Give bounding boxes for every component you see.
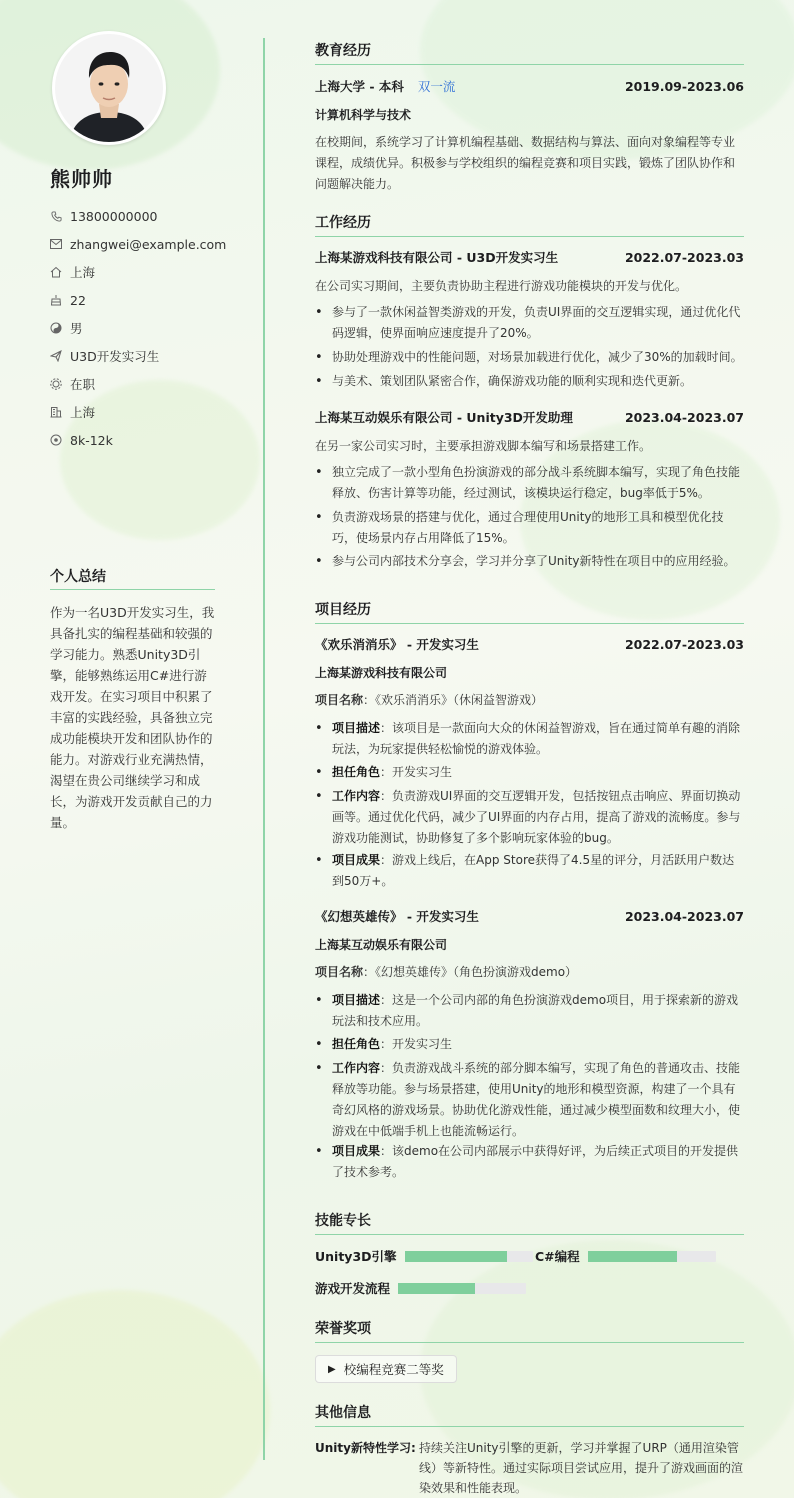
project-period-2: 2023.04-2023.07 <box>624 909 744 924</box>
bullet-value: ：开发实习生 <box>380 765 453 779</box>
awards-title: 荣誉奖项 <box>315 1318 744 1343</box>
project-name-2: 《幻想英雄传》 - 开发实习生 <box>315 909 479 924</box>
bullet-key: 项目成果 <box>332 853 381 867</box>
bullet-value: ：游戏上线后，在App Store获得了4.5星的评分，月活跃用户数达到50万+。 <box>332 853 735 888</box>
job-company-1: 上海某游戏科技有限公司 - U3D开发实习生 <box>315 250 559 265</box>
sidebar <box>0 0 264 1498</box>
job-bullet: • 参与公司内部技术分享会，学习并分享了Unity新特性在项目中的应用经验。 <box>315 551 744 572</box>
info-city <box>50 398 226 426</box>
other-value: 持续关注Unity引擎的更新，学习并掌握了URP（通用渲染管线）等新特性。通过实际项目尝试应用，提升了游戏画面的渲染效果和性能表现。 <box>419 1441 744 1495</box>
project-period-1: 2022.07-2023.03 <box>624 637 744 652</box>
project-bullet <box>315 786 744 849</box>
expand-triangle-icon: ▶ <box>328 1363 336 1375</box>
project-company-1: 上海某游戏科技有限公司 <box>315 666 448 680</box>
bullet-value: ：负责游戏UI界面的交互逻辑开发，包括按钮点击响应、界面切换动画等。通过优化代码，减少了UI界面的内存占用，提高了游戏的流畅度。参与游戏功能测试，协助修复了多个影响玩家体验的bug。 <box>332 789 741 845</box>
skill-name: Unity3D引擎 <box>315 1249 397 1264</box>
info-age <box>50 286 226 314</box>
avatar-portrait <box>55 34 163 142</box>
project-title-line-2 <box>315 962 744 982</box>
info-email-text: zhangwei@example.com <box>70 236 227 252</box>
bullet-value: ：负责游戏战斗系统的部分脚本编写，实现了角色的普通攻击、技能释放等功能。参与场景搭建，使用Unity的地形和模型资源，构建了一个具有奇幻风格的游戏场景。协助优化游戏性能，通过减少模型面数和纹理大小，使游戏在中低端手机上也能流畅运行。 <box>332 1061 741 1138</box>
bullet-key: 项目描述 <box>332 993 381 1007</box>
award-toggle-button[interactable] <box>315 1355 457 1383</box>
info-phone-text: 13800000000 <box>70 208 158 224</box>
project-header-1 <box>315 635 744 655</box>
skill-bar <box>405 1251 533 1262</box>
info-email <box>50 230 226 258</box>
job-bullet: • 协助处理游戏中的性能问题，对场景加载进行优化，减少了30%的加载时间。 <box>315 347 744 368</box>
bullet-key: 工作内容 <box>332 789 381 803</box>
avatar <box>52 31 166 145</box>
send-icon <box>50 350 62 362</box>
status-icon <box>50 378 62 390</box>
project-name-1: 《欢乐消消乐》 - 开发实习生 <box>315 637 479 652</box>
email-icon <box>50 238 62 250</box>
contact-info-list <box>50 202 226 454</box>
info-position-text: U3D开发实习生 <box>70 349 160 364</box>
info-gender-text: 男 <box>70 321 83 336</box>
skill-name: 游戏开发流程 <box>315 1281 391 1296</box>
project-label: 项目名称 <box>315 965 364 979</box>
info-gender <box>50 314 226 342</box>
info-location-text: 上海 <box>70 265 96 280</box>
skill-bar <box>588 1251 716 1262</box>
info-city-text: 上海 <box>70 405 96 420</box>
work-title: 工作经历 <box>315 212 744 237</box>
job-intro-1: 在公司实习期间，主要负责协助主程进行游戏功能模块的开发与优化。 <box>315 279 688 293</box>
skill-item <box>315 1247 533 1265</box>
bullet-key: 项目描述 <box>332 721 381 735</box>
info-salary-text: 8k-12k <box>70 432 113 448</box>
info-location <box>50 258 226 286</box>
info-phone <box>50 202 226 230</box>
education-desc: 在校期间，系统学习了计算机编程基础、数据结构与算法、面向对象编程等专业课程，成绩优异。积极参与学校组织的编程竞赛和项目实践，锻炼了团队协作和问题解决能力。 <box>315 135 736 191</box>
bullet-value: ：开发实习生 <box>380 1037 453 1051</box>
info-status <box>50 370 226 398</box>
education-tag: 双一流 <box>417 79 456 94</box>
age-icon <box>50 294 62 306</box>
info-age-text: 22 <box>70 292 86 308</box>
skill-bar <box>398 1283 526 1294</box>
project-bullet <box>315 990 744 1032</box>
other-key: Unity新特性学习: <box>315 1441 416 1455</box>
award-label: 校编程竞赛二等奖 <box>343 1362 444 1377</box>
gender-icon <box>50 322 62 334</box>
info-position <box>50 342 226 370</box>
bullet-value: ：这是一个公司内部的角色扮演游戏demo项目，用于探索新的游戏玩法和技术应用。 <box>332 993 739 1028</box>
building-icon <box>50 406 62 418</box>
project-company-2: 上海某互动娱乐有限公司 <box>315 938 448 952</box>
info-salary <box>50 426 226 454</box>
skill-item <box>315 1279 526 1297</box>
job-intro-2: 在另一家公司实习时，主要承担游戏脚本编写和场景搭建工作。 <box>315 439 652 453</box>
summary-text: 作为一名U3D开发实习生，我具备扎实的编程基础和较强的学习能力。熟悉Unity3D引擎，能够熟练运用C#进行游戏开发。在实习项目中积累了丰富的实践经验，具备独立完成功能模块开发和团队协作的能力。对游戏行业充满热情，渴望在贵公司继续学习和成长，为游戏开发贡献自己的力量。 <box>50 605 215 830</box>
skill-bar-fill <box>405 1251 507 1262</box>
skill-bar-fill <box>398 1283 475 1294</box>
column-divider <box>263 38 265 1460</box>
job-bullet: • 独立完成了一款小型角色扮演游戏的部分战斗系统脚本编写，实现了角色技能释放、伤害计算等功能，经过测试，该模块运行稳定，bug率低于5%。 <box>315 462 744 504</box>
project-label: 项目名称 <box>315 693 364 707</box>
project-value: ：《幻想英雄传》（角色扮演游戏demo） <box>363 965 578 979</box>
profile-name: 熊帅帅 <box>50 167 113 191</box>
skill-bar-fill <box>588 1251 678 1262</box>
education-period: 2019.09-2023.06 <box>624 79 744 94</box>
job-header-1 <box>315 248 744 268</box>
job-period-2: 2023.04-2023.07 <box>624 410 744 425</box>
project-header-2 <box>315 907 744 927</box>
project-bullet <box>315 718 744 760</box>
other-info-row <box>315 1438 744 1498</box>
job-header-2 <box>315 408 744 428</box>
project-bullet <box>315 1034 744 1055</box>
bullet-key: 担任角色 <box>332 1037 381 1051</box>
salary-icon <box>50 434 62 446</box>
info-status-text: 在职 <box>70 377 96 392</box>
bullet-value: ：该项目是一款面向大众的休闲益智游戏，旨在通过简单有趣的消除玩法，为玩家提供轻松愉悦的游戏体验。 <box>332 721 741 756</box>
bullet-key: 工作内容 <box>332 1061 381 1075</box>
project-title-line-1 <box>315 690 744 710</box>
skills-title: 技能专长 <box>315 1210 744 1235</box>
job-bullet: • 与美术、策划团队紧密合作，确保游戏功能的顺利实现和迭代更新。 <box>315 371 744 392</box>
phone-icon <box>50 210 62 222</box>
bullet-key: 项目成果 <box>332 1144 381 1158</box>
project-bullet <box>315 1141 744 1183</box>
bullet-key: 担任角色 <box>332 765 381 779</box>
bullet-value: ：该demo在公司内部展示中获得好评，为后续正式项目的开发提供了技术参考。 <box>332 1144 739 1179</box>
education-school: 上海大学 - 本科 <box>315 79 404 94</box>
job-bullet: • 负责游戏场景的搭建与优化，通过合理使用Unity的地形工具和模型优化技巧，使场景内存占用降低了15%。 <box>315 507 744 549</box>
projects-title: 项目经历 <box>315 599 744 624</box>
education-title: 教育经历 <box>315 40 744 65</box>
project-bullet <box>315 850 744 892</box>
job-company-2: 上海某互动娱乐有限公司 - Unity3D开发助理 <box>315 410 573 425</box>
other-title: 其他信息 <box>315 1402 744 1427</box>
education-major: 计算机科学与技术 <box>315 108 412 122</box>
job-period-1: 2022.07-2023.03 <box>624 250 744 265</box>
education-header <box>315 77 744 97</box>
skill-name: C#编程 <box>535 1249 580 1264</box>
skill-item <box>535 1247 716 1265</box>
job-bullet: • 参与了一款休闲益智类游戏的开发，负责UI界面的交互逻辑实现，通过优化代码逻辑，使界面响应速度提升了20%。 <box>315 302 744 344</box>
project-value: ：《欢乐消消乐》（休闲益智游戏） <box>363 693 544 707</box>
project-bullet <box>315 762 744 783</box>
project-bullet <box>315 1058 744 1142</box>
summary-title: 个人总结 <box>50 566 215 590</box>
home-icon <box>50 266 62 278</box>
